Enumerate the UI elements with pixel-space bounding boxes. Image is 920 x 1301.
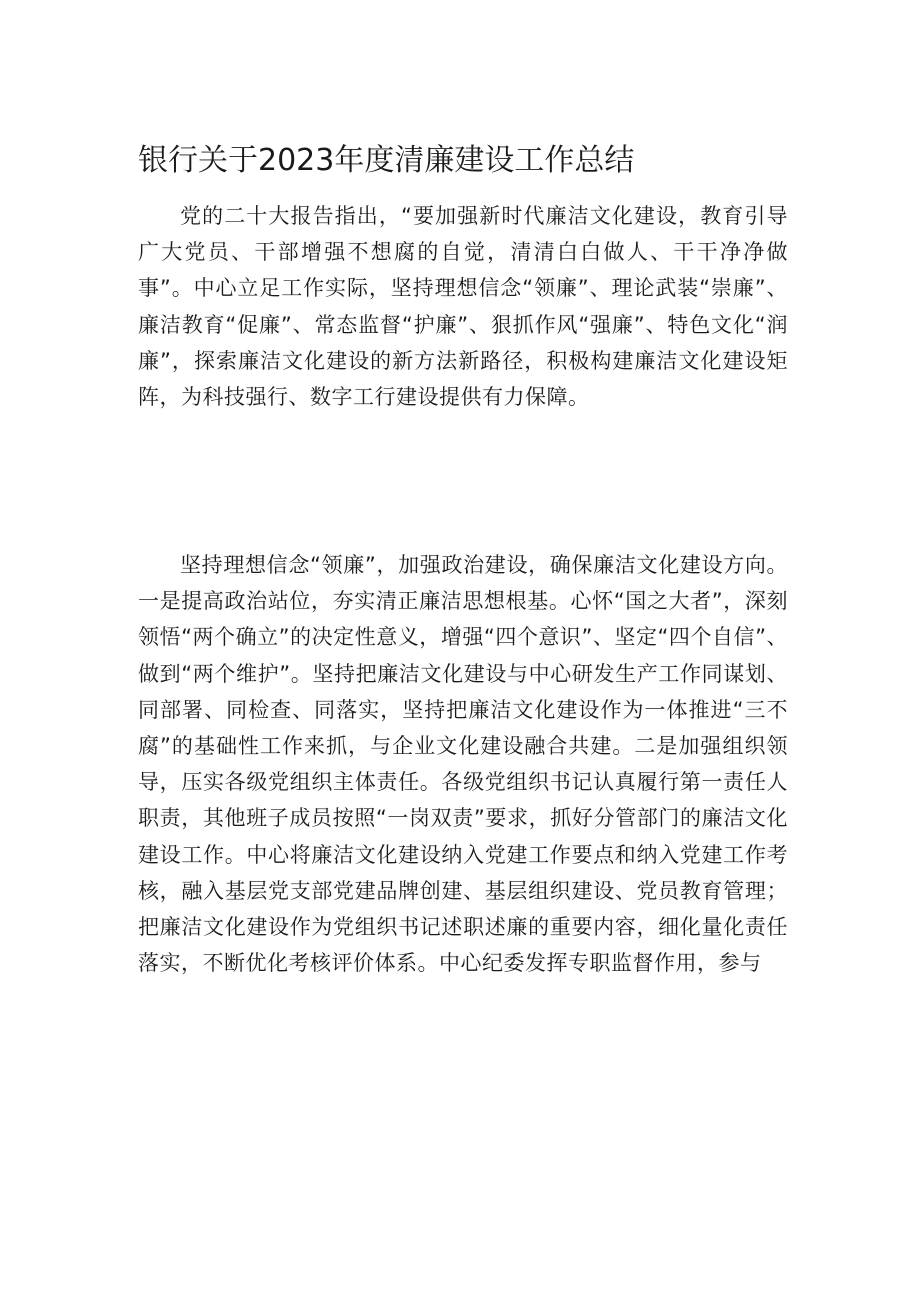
paragraph-text: 党的二十大报告指出，“要加强新时代廉洁文化建设，教育引导广大党员、干部增强不想腐的自觉，清清白白做人、干干净净做事”。中心立足工作实际，坚持理想信念“领廉”、理论武装“崇廉”、廉洁教育“促廉”、常态监督“护廉”、狠抓作风“强廉”、特色文化“润廉”，探索廉洁文化建设的新方法新路径，积极构建廉洁文化建设矩阵，为科技强行、数字工行建设提供有力保障。 — [138, 204, 788, 410]
document-title: 银行关于2023年度清廉建设工作总结 — [138, 143, 635, 178]
body-paragraph-2 — [138, 547, 788, 981]
body-paragraph-1 — [138, 198, 788, 415]
paragraph-text: 坚持理想信念“领廉”，加强政治建设，确保廉洁文化建设方向。一是提高政治站位，夯实清正廉洁思想根基。心怀“国之大者”，深刻领悟“两个确立”的决定性意义，增强“四个意识”、坚定“四个自信”、做到“两个维护”。坚持把廉洁文化建设与中心研发生产工作同谋划、同部署、同检查、同落实，坚持把廉洁文化建设作为一体推进“三不腐”的基础性工作来抓，与企业文化建设融合共建。二是加强组织领导，压实各级党组织主体责任。各级党组织书记认真履行第一责任人职责，其他班子成员按照“一岗双责”要求，抓好分管部门的廉洁文化建设工作。中心将廉洁文化建设纳入党建工作要点和纳入党建工作考核，融入基层党支部党建品牌创建、基层组织建设、党员教育管理；把廉洁文化建设作为党组织书记述职述廉的重要内容，细化量化责任落实，不断优化考核评价体系。中心纪委发挥专职监督作用，参与 — [138, 553, 788, 976]
